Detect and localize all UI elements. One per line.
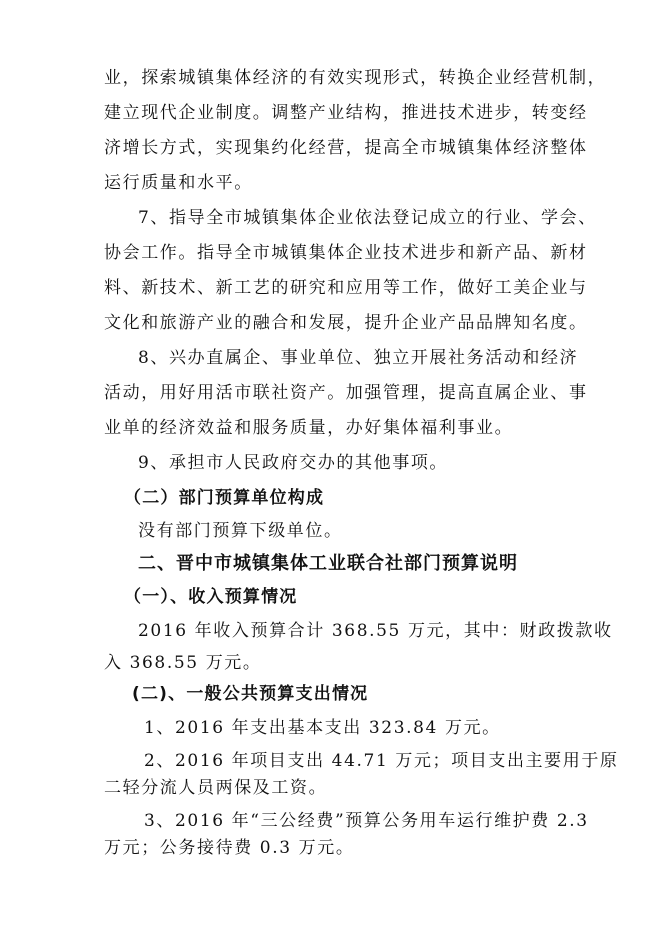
paragraph-line: 济增长方式，实现集约化经营，提高全市城镇集体经济整体	[104, 138, 588, 158]
section-heading-revenue: （一）、收入预算情况	[124, 587, 298, 607]
paragraph-line: 1、2016 年支出基本支出 323.84 万元。	[144, 718, 501, 738]
paragraph-line: 建立现代企业制度。调整产业结构，推进技术进步，转变经	[104, 103, 588, 123]
paragraph-line: 2、2016 年项目支出 44.71 万元；项目支出主要用于原	[144, 751, 619, 771]
paragraph-line: 协会工作。指导全市城镇集体企业技术进步和新产品、新材	[104, 243, 588, 263]
paragraph-line: 2016 年收入预算合计 368.55 万元，其中：财政拨款收	[138, 621, 613, 641]
item-7-line: 7、指导全市城镇集体企业依法登记成立的行业、学会、	[138, 208, 597, 228]
paragraph-line: 活动，用好用活市联社资产。加强管理，提高直属企业、事	[104, 383, 588, 403]
section-heading-expenditure: (二)、一般公共预算支出情况	[132, 684, 369, 704]
paragraph-line: 料、新技术、新工艺的研究和应用等工作，做好工美企业与	[104, 278, 588, 298]
item-8-line: 8、兴办直属企、事业单位、独立开展社务活动和经济	[138, 348, 579, 368]
paragraph-line: 万元；公务接待费 0.3 万元。	[104, 838, 355, 858]
chapter-heading-budget-explanation: 二、晋中市城镇集体工业联合社部门预算说明	[138, 553, 518, 574]
paragraph-line: 没有部门预算下级单位。	[138, 521, 343, 541]
paragraph-line: 二轻分流人员两保及工资。	[104, 778, 328, 798]
paragraph-line: 3、2016 年“三公经费”预算公务用车运行维护费 2.3	[144, 811, 589, 831]
paragraph-line: 运行质量和水平。	[104, 173, 253, 193]
paragraph-line: 文化和旅游产业的融合和发展，提升企业产品品牌知名度。	[104, 313, 588, 333]
paragraph-line: 业单的经济效益和服务质量，办好集体福利事业。	[104, 418, 514, 438]
section-heading-budget-units: （二）部门预算单位构成	[124, 488, 325, 508]
item-9-line: 9、承担市人民政府交办的其他事项。	[138, 453, 449, 473]
paragraph-line: 业，探索城镇集体经济的有效实现形式，转换企业经营机制，	[104, 68, 607, 88]
paragraph-line: 入 368.55 万元。	[104, 653, 262, 673]
